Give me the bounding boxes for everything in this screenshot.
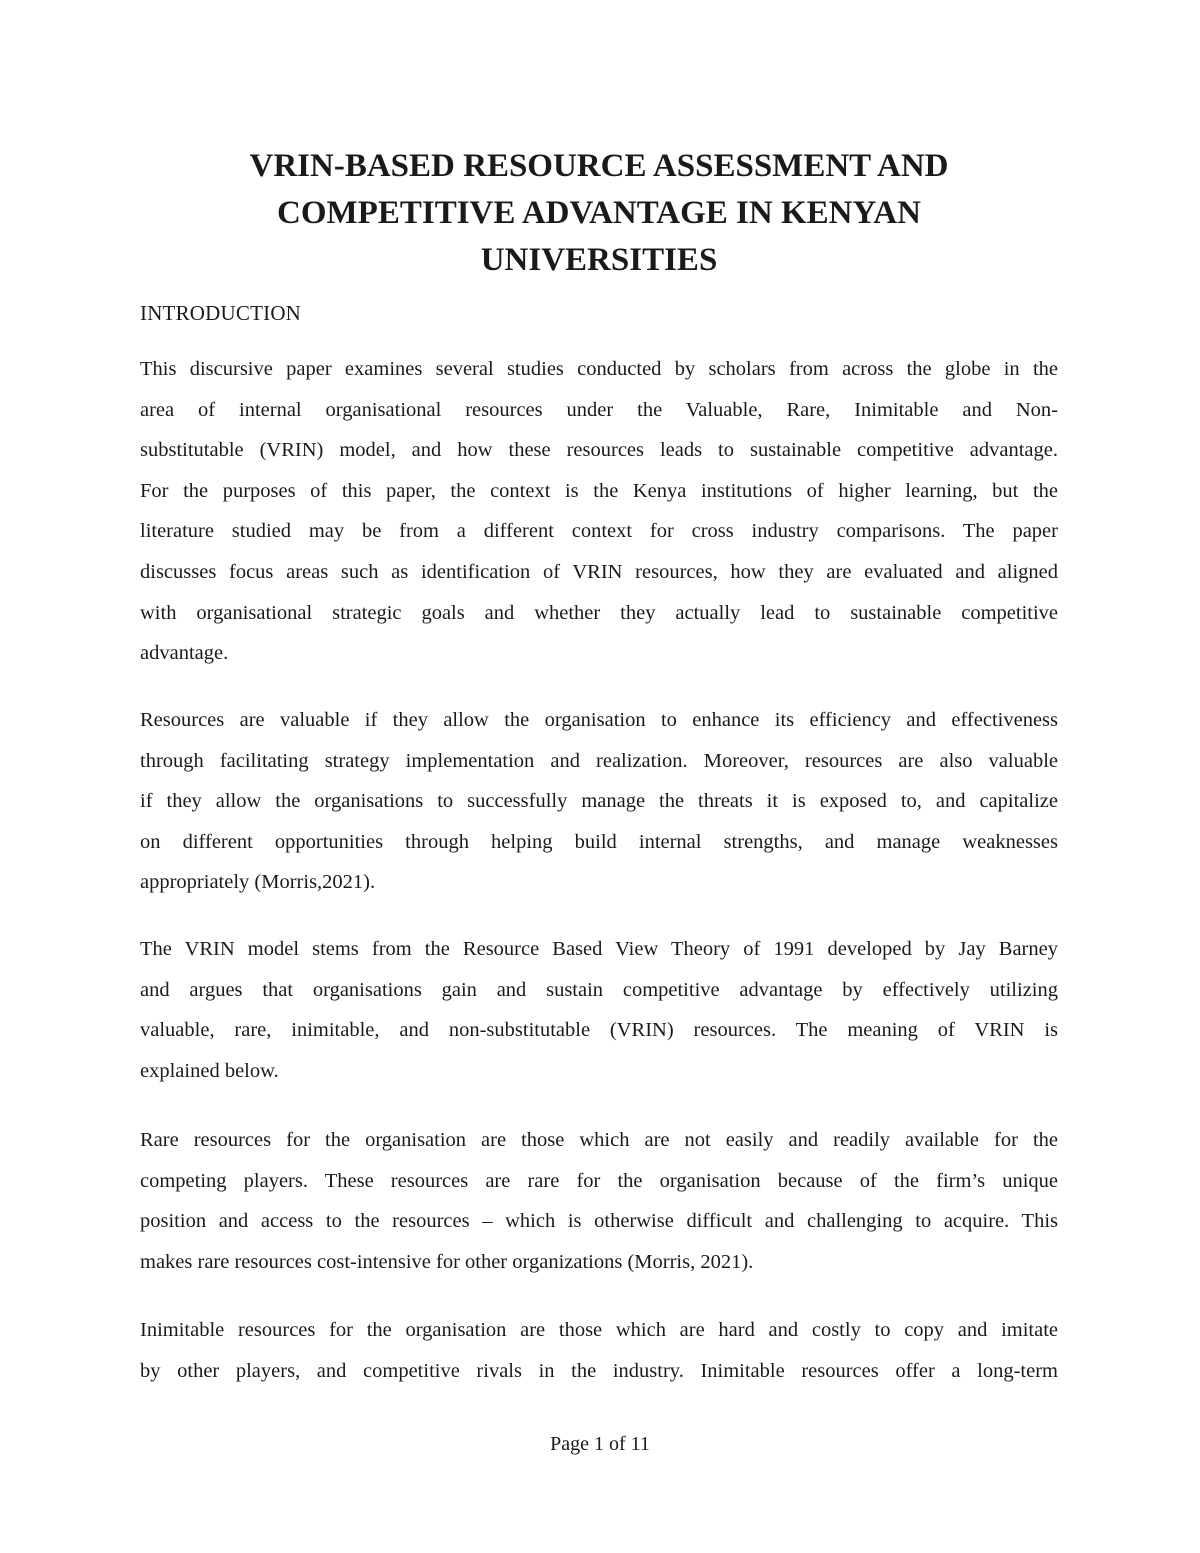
paragraph-inimitable-resources xyxy=(140,1310,1058,1391)
title-line: COMPETITIVE ADVANTAGE IN KENYAN xyxy=(277,195,921,231)
paragraph-valuable-resources xyxy=(140,700,1058,903)
text-line: Inimitable resources for the organisation are those which are hard and costly to copy and imitate xyxy=(140,1319,1058,1341)
text-line: For the purposes of this paper, the context is the Kenya institutions of higher learning, but the xyxy=(140,479,1058,502)
text-line: The VRIN model stems from the Resource Based View Theory of 1991 developed by Jay Barney xyxy=(140,938,1058,960)
text-line: position and access to the resources – which is otherwise difficult and challenging to acquire. This xyxy=(140,1210,1058,1233)
section-heading-introduction: INTRODUCTION xyxy=(140,301,302,325)
text-line: discusses focus areas such as identification of VRIN resources, how they are evaluated and aligned xyxy=(140,560,1058,583)
page-number-footer: Page 1 of 11 xyxy=(550,1433,650,1455)
text-line: and argues that organisations gain and sustain competitive advantage by effectively utilizing xyxy=(140,978,1058,1001)
text-line: if they allow the organisations to successfully manage the threats it is exposed to, and capitalize xyxy=(140,790,1058,813)
title-line: VRIN-BASED RESOURCE ASSESSMENT AND xyxy=(249,148,949,184)
text-line: with organisational strategic goals and whether they actually lead to sustainable competitive xyxy=(140,601,1058,624)
document-title xyxy=(140,143,1058,284)
text-line: on different opportunities through helping build internal strengths, and manage weaknesses xyxy=(140,830,1058,853)
text-line: This discursive paper examines several studies conducted by scholars from across the globe in the xyxy=(140,358,1058,380)
title-line: UNIVERSITIES xyxy=(480,242,718,278)
paragraph-intro xyxy=(140,349,1058,674)
text-line: makes rare resources cost-intensive for other organizations (Morris, 2021). xyxy=(140,1250,754,1273)
text-line: valuable, rare, inimitable, and non-substitutable (VRIN) resources. The meaning of VRIN is xyxy=(140,1019,1058,1042)
text-line: explained below. xyxy=(140,1059,279,1082)
text-line: Rare resources for the organisation are those which are not easily and readily available for the xyxy=(140,1129,1058,1151)
text-line: advantage. xyxy=(140,642,229,665)
text-line: literature studied may be from a different context for cross industry comparisons. The paper xyxy=(140,520,1058,543)
paragraph-rare-resources xyxy=(140,1120,1058,1282)
text-line: Resources are valuable if they allow the organisation to enhance its efficiency and effectiveness xyxy=(140,709,1058,731)
text-line: through facilitating strategy implementation and realization. Moreover, resources are also valuable xyxy=(140,749,1058,772)
text-line: competing players. These resources are rare for the organisation because of the firm’s unique xyxy=(140,1169,1058,1192)
text-line: by other players, and competitive rivals in the industry. Inimitable resources offer a long-term xyxy=(140,1359,1058,1382)
paragraph-vrin-model xyxy=(140,929,1058,1091)
text-line: appropriately (Morris,2021). xyxy=(140,871,376,894)
text-line: substitutable (VRIN) model, and how these resources leads to sustainable competitive advantage. xyxy=(140,439,1058,462)
text-line: area of internal organisational resources under the Valuable, Rare, Inimitable and Non- xyxy=(140,398,1058,421)
